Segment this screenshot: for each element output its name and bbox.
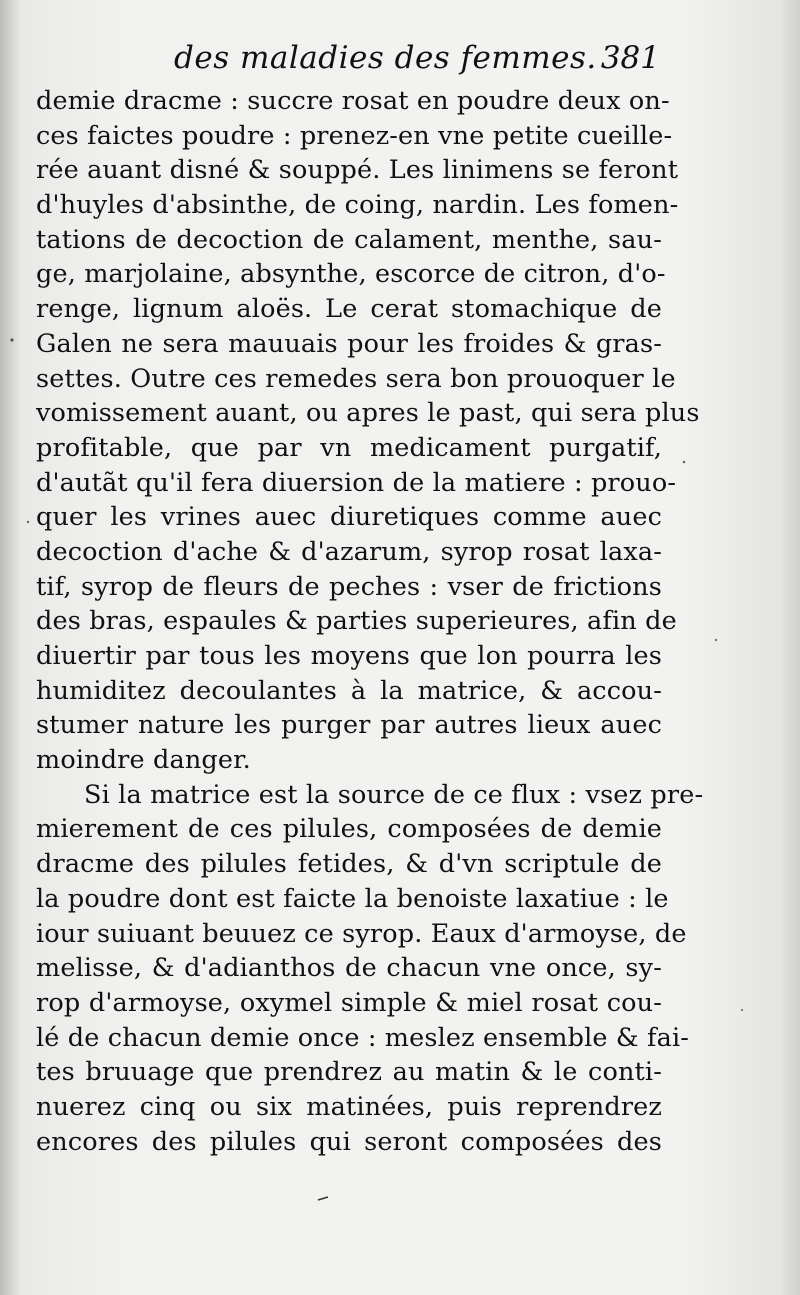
- text-line: renge, lignum aloës. Le cerat stomachique de: [36, 294, 662, 325]
- running-title: des maladies des femmes.: [174, 40, 597, 76]
- text-line: dracme des pilules fetides, & d'vn scriptule de: [36, 849, 662, 880]
- text-line: settes. Outre ces remedes sera bon prouoquer le: [36, 363, 676, 394]
- text-line: tes bruuage que prendrez au matin & le conti-: [36, 1057, 662, 1088]
- text-line: mierement de ces pilules, composées de demie: [36, 814, 662, 845]
- text-line: d'huyles d'absinthe, de coing, nardin. Les fomen-: [36, 190, 679, 221]
- text-line: iour suiuant beuuez ce syrop. Eaux d'armoyse, de: [36, 918, 687, 949]
- paragraph-start-line: Si la matrice est la source de ce flux : vsez pre-: [84, 779, 704, 810]
- text-line: demie dracme : succre rosat en poudre deux on-: [36, 86, 670, 116]
- text-line: ces faictes poudre : prenez-en vne petite cueille-: [36, 120, 673, 151]
- text-line: Galen ne sera mauuais pour les froides & gras-: [36, 328, 662, 359]
- text-line: la poudre dont est faicte la benoiste laxatiue : le: [36, 883, 669, 914]
- paragraph-end-line: moindre danger.: [36, 745, 251, 776]
- text-line: quer les vrines auec diuretiques comme auec: [36, 502, 662, 533]
- text-line: melisse, & d'adianthos de chacun vne once, sy-: [36, 953, 662, 984]
- text-line: profitable, que par vn medicament purgatif,: [36, 432, 662, 463]
- text-line: vomissement auant, ou apres le past, qui sera plus: [36, 398, 700, 429]
- text-line: lé de chacun demie once : meslez ensemble & fai-: [36, 1022, 690, 1053]
- text-line: tations de decoction de calament, menthe, sau-: [36, 224, 662, 255]
- text-line: rop d'armoyse, oxymel simple & miel rosat cou-: [36, 987, 662, 1018]
- text-line: d'autãt qu'il fera diuersion de la matiere : prouo-: [36, 467, 677, 498]
- page-number: 381: [600, 40, 660, 76]
- text-line: tif, syrop de fleurs de peches : vser de frictions: [36, 571, 662, 602]
- text-line: encores des pilules qui seront composées des: [36, 1126, 662, 1157]
- text-line: ge, marjolaine, absynthe, escorce de citron, d'o-: [36, 259, 666, 290]
- text-line: humiditez decoulantes à la matrice, & accou-: [36, 675, 662, 706]
- text-line: rée auant disné & souppé. Les linimens se feront: [36, 155, 679, 186]
- text-line: stumer nature les purger par autres lieux auec: [36, 710, 662, 741]
- text-line: nuerez cinq ou six matinées, puis reprendrez: [36, 1091, 662, 1122]
- text-line: decoction d'ache & d'azarum, syrop rosat laxa-: [36, 536, 662, 567]
- body-text: [36, 84, 704, 1159]
- text-line: diuertir par tous les moyens que lon pourra les: [36, 641, 662, 671]
- page-header: [170, 40, 660, 90]
- text-line: des bras, espaules & parties superieures, afin de: [36, 606, 677, 637]
